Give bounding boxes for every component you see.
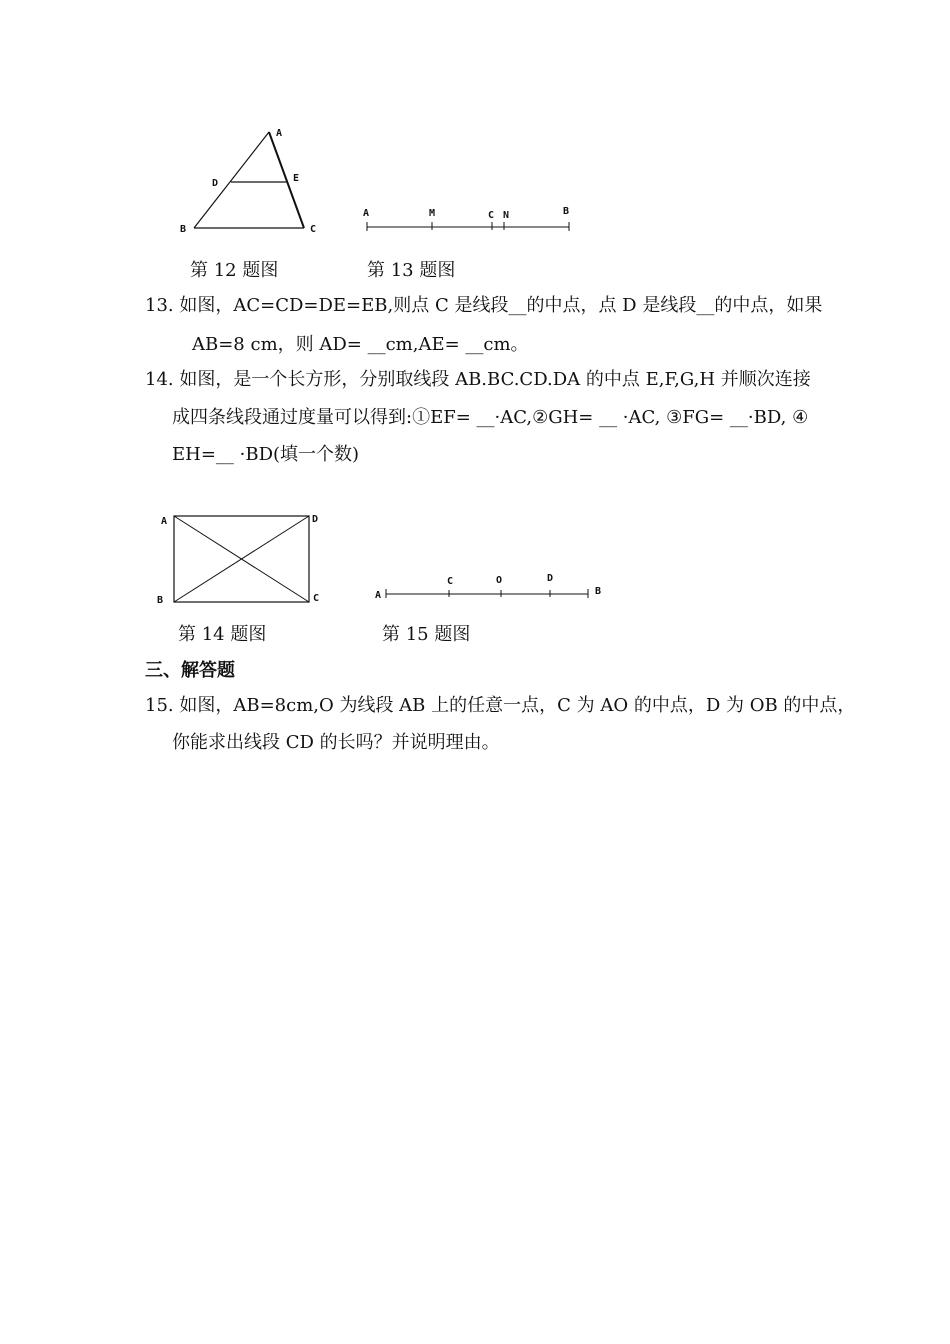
label-b: B — [180, 224, 187, 235]
question-14-line-2: 成四条线段通过度量可以得到:①EF= __·AC,②GH= __ ·AC, ③FG= __·BD, ④ — [172, 407, 809, 428]
question-13-line-2: AB=8 cm，则 AD= __cm,AE= __cm。 — [192, 334, 529, 355]
label-e: E — [293, 173, 300, 184]
label-c: C — [313, 593, 320, 604]
section-heading: 三、解答题 — [145, 660, 235, 681]
label-d: D — [212, 178, 219, 189]
label-a: A — [363, 208, 370, 219]
figure-14-rectangle — [150, 505, 330, 610]
label-c: C — [310, 224, 317, 235]
figure-13-caption: 第 13 题图 — [367, 260, 456, 281]
label-b: B — [157, 595, 164, 606]
label-a: A — [276, 128, 283, 139]
figure-13-segment — [355, 198, 585, 238]
question-15-line-1: 15. 如图，AB=8cm,O 为线段 AB 上的任意一点，C 为 AO 的中点，D 为 OB 的中点， — [145, 695, 856, 716]
label-m: M — [429, 208, 436, 219]
label-d: D — [547, 573, 554, 584]
label-a: A — [161, 516, 168, 527]
label-c: C — [447, 576, 454, 587]
question-14-line-3: EH=__ ·BD(填一个数) — [172, 444, 360, 465]
label-o: O — [496, 575, 503, 586]
label-n: N — [503, 210, 510, 221]
label-a: A — [375, 590, 382, 601]
figure-12-triangle — [170, 120, 330, 242]
triangle-side-ab — [194, 132, 269, 228]
label-b: B — [595, 586, 602, 597]
figure-15-segment — [370, 565, 610, 610]
question-13-line-1: 13. 如图，AC=CD=DE=EB,则点 C 是线段__的中点，点 D 是线段__的中点，如果 — [145, 295, 823, 316]
label-d: D — [312, 514, 319, 525]
question-15-line-2: 你能求出线段 CD 的长吗？并说明理由。 — [172, 732, 500, 753]
figure-14-caption: 第 14 题图 — [178, 624, 267, 645]
figure-12-caption: 第 12 题图 — [190, 260, 279, 281]
question-14-line-1: 14. 如图，是一个长方形，分别取线段 AB.BC.CD.DA 的中点 E,F,G,H 并顺次连接 — [145, 369, 811, 390]
label-c: C — [488, 210, 495, 221]
label-b: B — [563, 206, 570, 217]
figure-15-caption: 第 15 题图 — [382, 624, 471, 645]
